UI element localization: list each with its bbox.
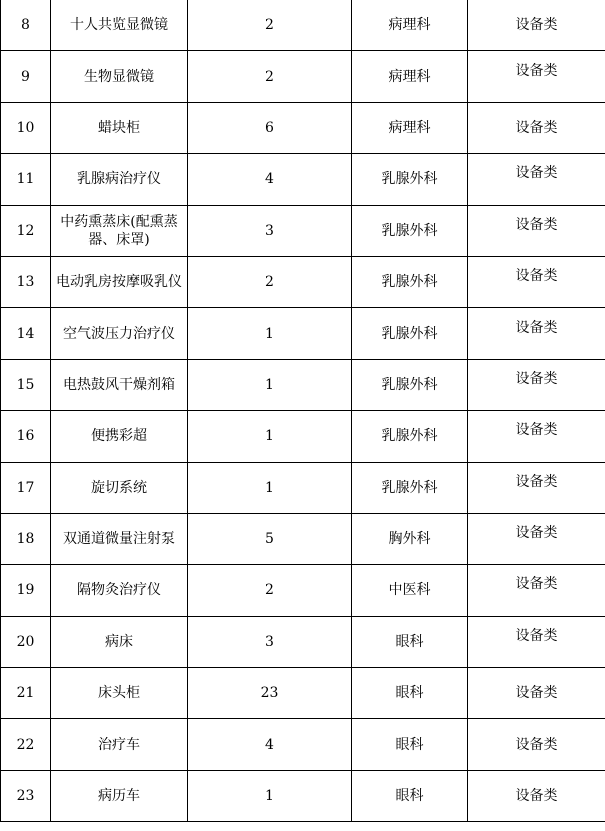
department-cell <box>352 154 468 205</box>
category-cell <box>468 359 605 410</box>
department-cell <box>352 411 468 462</box>
quantity-cell <box>188 668 352 719</box>
quantity-cell <box>188 102 352 153</box>
department-cell-text: 眼科 <box>395 788 424 805</box>
equipment-name-cell-text: 床头柜 <box>98 685 140 702</box>
row-number-cell-text: 16 <box>16 428 35 445</box>
table-row <box>1 154 605 205</box>
department-cell-text: 眼科 <box>395 633 424 650</box>
department-cell-text: 眼科 <box>395 736 424 753</box>
equipment-name-cell <box>51 411 188 462</box>
category-cell <box>468 668 605 719</box>
department-cell-text: 乳腺外科 <box>381 428 438 445</box>
table-row <box>1 308 605 359</box>
quantity-cell <box>188 462 352 513</box>
row-number-cell <box>1 308 51 359</box>
equipment-name-cell-text: 空气波压力治疗仪 <box>63 325 175 342</box>
equipment-name-cell <box>51 668 188 719</box>
quantity-cell <box>188 770 352 821</box>
table-row <box>1 565 605 616</box>
department-cell-text: 乳腺外科 <box>381 325 438 342</box>
equipment-name-cell <box>51 0 188 51</box>
row-number-cell-text: 20 <box>16 633 35 650</box>
department-cell <box>352 770 468 821</box>
category-cell <box>468 0 605 51</box>
quantity-cell-text: 4 <box>265 171 274 188</box>
equipment-name-cell-text: 电热鼓风干燥剂箱 <box>63 376 175 393</box>
department-cell-text: 病理科 <box>388 119 431 136</box>
quantity-cell <box>188 616 352 667</box>
category-cell-text: 设备类 <box>515 165 558 182</box>
table-row <box>1 51 605 102</box>
category-cell-text: 设备类 <box>515 788 558 805</box>
category-cell-text: 设备类 <box>515 627 558 644</box>
quantity-cell-text: 1 <box>265 428 274 445</box>
quantity-cell-text: 2 <box>265 582 274 599</box>
department-cell <box>352 256 468 307</box>
equipment-name-cell <box>51 308 188 359</box>
quantity-cell-text: 1 <box>265 325 274 342</box>
department-cell <box>352 513 468 564</box>
category-cell-text: 设备类 <box>515 576 558 593</box>
category-cell-text: 设备类 <box>515 268 558 285</box>
row-number-cell-text: 21 <box>16 685 35 702</box>
row-number-cell <box>1 205 51 256</box>
quantity-cell-text: 1 <box>265 479 274 496</box>
department-cell <box>352 719 468 770</box>
quantity-cell <box>188 308 352 359</box>
department-cell-text: 病理科 <box>388 68 431 85</box>
equipment-name-cell <box>51 770 188 821</box>
table-row <box>1 513 605 564</box>
row-number-cell-text: 19 <box>16 582 35 599</box>
department-cell-text: 胸外科 <box>388 531 431 548</box>
category-cell-text: 设备类 <box>515 62 558 79</box>
row-number-cell <box>1 616 51 667</box>
department-cell-text: 乳腺外科 <box>381 479 438 496</box>
table-row <box>1 719 605 770</box>
equipment-name-cell <box>51 616 188 667</box>
quantity-cell-text: 1 <box>265 376 274 393</box>
row-number-cell-text: 12 <box>16 222 35 239</box>
equipment-name-cell <box>51 51 188 102</box>
table-row <box>1 102 605 153</box>
quantity-cell <box>188 411 352 462</box>
row-number-cell <box>1 565 51 616</box>
table-row <box>1 770 605 821</box>
department-cell-text: 中医科 <box>388 582 431 599</box>
category-cell <box>468 154 605 205</box>
category-cell-text: 设备类 <box>515 685 558 702</box>
department-cell-text: 乳腺外科 <box>381 171 438 188</box>
row-number-cell <box>1 668 51 719</box>
category-cell-text: 设备类 <box>515 119 558 136</box>
equipment-name-cell-text: 电动乳房按摩吸乳仪 <box>56 274 182 291</box>
department-cell <box>352 359 468 410</box>
category-cell <box>468 102 605 153</box>
table-body <box>1 0 605 822</box>
row-number-cell-text: 17 <box>16 479 35 496</box>
department-cell-text: 乳腺外科 <box>381 222 438 239</box>
equipment-name-cell <box>51 102 188 153</box>
category-cell <box>468 513 605 564</box>
row-number-cell-text: 11 <box>16 171 35 188</box>
equipment-name-cell <box>51 462 188 513</box>
quantity-cell <box>188 51 352 102</box>
row-number-cell-text: 23 <box>16 788 35 805</box>
department-cell-text: 乳腺外科 <box>381 376 438 393</box>
row-number-cell-text: 9 <box>21 68 30 85</box>
category-cell <box>468 411 605 462</box>
table-row <box>1 205 605 256</box>
category-cell <box>468 256 605 307</box>
department-cell-text: 乳腺外科 <box>381 274 438 291</box>
category-cell-text: 设备类 <box>515 370 558 387</box>
table-row <box>1 0 605 51</box>
row-number-cell <box>1 256 51 307</box>
department-cell <box>352 102 468 153</box>
row-number-cell-text: 18 <box>16 531 35 548</box>
equipment-name-cell-text: 病床 <box>105 633 133 650</box>
quantity-cell-text: 23 <box>260 685 279 702</box>
department-cell-text: 病理科 <box>388 17 431 34</box>
row-number-cell-text: 13 <box>16 274 35 291</box>
equipment-name-cell-text: 中药熏蒸床(配熏蒸器、床罩) <box>60 213 178 248</box>
table-row <box>1 411 605 462</box>
equipment-name-cell <box>51 205 188 256</box>
category-cell <box>468 770 605 821</box>
category-cell <box>468 616 605 667</box>
row-number-cell <box>1 719 51 770</box>
equipment-name-cell-text: 隔物灸治疗仪 <box>77 582 161 599</box>
quantity-cell <box>188 719 352 770</box>
department-cell <box>352 616 468 667</box>
quantity-cell <box>188 0 352 51</box>
category-cell-text: 设备类 <box>515 17 558 34</box>
quantity-cell-text: 4 <box>265 736 274 753</box>
quantity-cell-text: 6 <box>265 119 274 136</box>
department-cell-text: 眼科 <box>395 685 424 702</box>
department-cell <box>352 668 468 719</box>
quantity-cell-text: 1 <box>265 788 274 805</box>
quantity-cell-text: 5 <box>265 531 274 548</box>
table-row <box>1 462 605 513</box>
equipment-name-cell <box>51 154 188 205</box>
equipment-name-cell-text: 旋切系统 <box>91 479 147 496</box>
quantity-cell-text: 2 <box>265 274 274 291</box>
category-cell-text: 设备类 <box>515 216 558 233</box>
category-cell <box>468 462 605 513</box>
table-row <box>1 668 605 719</box>
category-cell <box>468 565 605 616</box>
department-cell <box>352 462 468 513</box>
quantity-cell-text: 2 <box>265 17 274 34</box>
table-row <box>1 256 605 307</box>
category-cell-text: 设备类 <box>515 525 558 542</box>
department-cell <box>352 565 468 616</box>
quantity-cell-text: 2 <box>265 68 274 85</box>
quantity-cell <box>188 205 352 256</box>
quantity-cell-text: 3 <box>265 222 274 239</box>
row-number-cell-text: 22 <box>16 736 35 753</box>
category-cell <box>468 205 605 256</box>
equipment-name-cell <box>51 719 188 770</box>
department-cell <box>352 51 468 102</box>
row-number-cell <box>1 102 51 153</box>
row-number-cell <box>1 359 51 410</box>
quantity-cell <box>188 513 352 564</box>
category-cell <box>468 51 605 102</box>
category-cell-text: 设备类 <box>515 319 558 336</box>
category-cell <box>468 719 605 770</box>
equipment-name-cell-text: 乳腺病治疗仪 <box>77 171 161 188</box>
equipment-name-cell-text: 生物显微镜 <box>84 68 154 85</box>
quantity-cell <box>188 359 352 410</box>
row-number-cell <box>1 51 51 102</box>
row-number-cell <box>1 411 51 462</box>
table-row <box>1 359 605 410</box>
equipment-name-cell-text: 十人共览显微镜 <box>70 17 168 34</box>
equipment-name-cell <box>51 565 188 616</box>
equipment-name-cell <box>51 359 188 410</box>
department-cell <box>352 205 468 256</box>
row-number-cell <box>1 513 51 564</box>
row-number-cell <box>1 154 51 205</box>
equipment-name-cell-text: 便携彩超 <box>91 428 147 445</box>
row-number-cell <box>1 462 51 513</box>
category-cell <box>468 308 605 359</box>
quantity-cell-text: 3 <box>265 633 274 650</box>
row-number-cell <box>1 770 51 821</box>
department-cell <box>352 0 468 51</box>
category-cell-text: 设备类 <box>515 422 558 439</box>
row-number-cell-text: 10 <box>16 119 35 136</box>
row-number-cell-text: 15 <box>16 376 35 393</box>
row-number-cell <box>1 0 51 51</box>
category-cell-text: 设备类 <box>515 473 558 490</box>
row-number-cell-text: 14 <box>16 325 35 342</box>
row-number-cell-text: 8 <box>21 17 30 34</box>
equipment-name-cell-text: 病历车 <box>98 788 140 805</box>
equipment-name-cell-text: 双通道微量注射泵 <box>63 531 175 548</box>
quantity-cell <box>188 154 352 205</box>
equipment-name-cell <box>51 256 188 307</box>
quantity-cell <box>188 256 352 307</box>
department-cell <box>352 308 468 359</box>
equipment-name-cell-text: 治疗车 <box>98 736 140 753</box>
equipment-name-cell-text: 蜡块柜 <box>98 119 140 136</box>
equipment-name-cell <box>51 513 188 564</box>
quantity-cell <box>188 565 352 616</box>
table-row <box>1 616 605 667</box>
category-cell-text: 设备类 <box>515 736 558 753</box>
